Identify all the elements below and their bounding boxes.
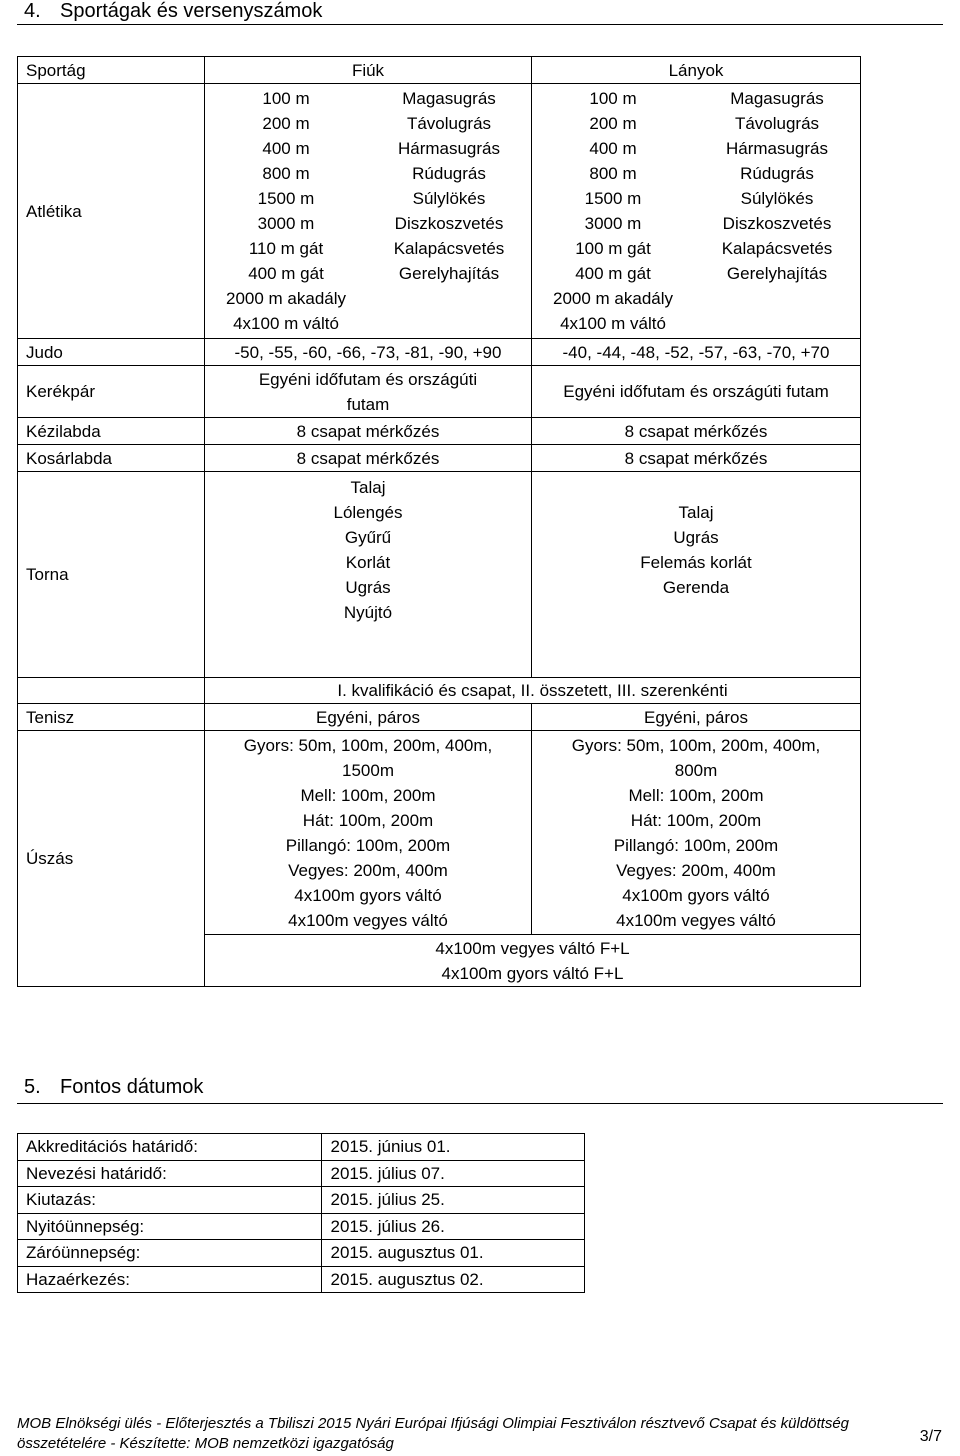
event-item: 800m	[674, 761, 718, 780]
event-item: Kalapácsvetés	[393, 239, 505, 258]
date-row	[18, 1134, 585, 1161]
basketball-boys: 8 csapat mérkőzés	[205, 445, 532, 472]
event-item: 100 m	[262, 89, 310, 108]
section-4-heading	[24, 0, 322, 23]
apparatus-item: Korlát	[345, 553, 391, 572]
event-item: Hármasugrás	[397, 139, 501, 158]
table-row-gymnastics-note	[18, 678, 861, 704]
event-item: Vegyes: 200m, 400m	[616, 861, 776, 880]
dates-table	[17, 1133, 585, 1293]
section-title: Fontos dátumok	[60, 1076, 204, 1098]
sport-name: Torna	[18, 472, 205, 678]
apparatus-item: Talaj	[678, 503, 714, 522]
date-value: 2015. július 25.	[322, 1187, 585, 1214]
date-label: Záróünnepség:	[18, 1240, 322, 1267]
event-item: 800 m	[589, 164, 637, 183]
sports-table	[17, 56, 861, 987]
date-label: Nevezési határidő:	[18, 1160, 322, 1187]
page-number: 3/7	[919, 1428, 942, 1445]
table-row-athletics	[18, 84, 861, 339]
event-item: 4x100m vegyes váltó	[616, 911, 776, 930]
event-item: 4x100m gyors váltó	[622, 886, 770, 905]
handball-girls: 8 csapat mérkőzés	[532, 418, 861, 445]
event-item: 400 m	[262, 139, 310, 158]
athletics-boys-running	[205, 86, 367, 336]
apparatus-item: Nyújtó	[343, 603, 393, 622]
date-label: Akkreditációs határidő:	[18, 1134, 322, 1161]
date-label: Nyitóünnepség:	[18, 1213, 322, 1240]
event-item: 4x100 m váltó	[560, 314, 666, 333]
swimming-mixed-list	[205, 936, 860, 986]
event-item: 400 m gát	[575, 264, 651, 283]
table-row-judo	[18, 339, 861, 366]
table-row-gymnastics	[18, 472, 861, 678]
event-item: Hát: 100m, 200m	[302, 811, 434, 830]
handball-boys: 8 csapat mérkőzés	[205, 418, 532, 445]
cycling-boys-line-1: Egyéni időfutam és országúti	[258, 369, 478, 389]
sport-name: Kosárlabda	[18, 445, 205, 472]
sport-name: Tenisz	[18, 704, 205, 731]
judo-boys: -50, -55, -60, -66, -73, -81, -90, +90	[205, 339, 532, 366]
event-item: Kalapácsvetés	[721, 239, 833, 258]
gymnastics-girls	[532, 472, 861, 678]
cycling-girls: Egyéni időfutam és országúti futam	[532, 366, 861, 418]
section-number: 4.	[24, 0, 41, 22]
swimming-boys-list	[205, 731, 531, 933]
event-item: Vegyes: 200m, 400m	[288, 861, 448, 880]
event-item: 2000 m akadály	[552, 289, 674, 308]
date-row	[18, 1240, 585, 1267]
header-boys: Fiúk	[205, 57, 532, 84]
event-item: 4x100 m váltó	[233, 314, 339, 333]
event-item: 800 m	[262, 164, 310, 183]
event-item: Diszkoszvetés	[394, 214, 504, 233]
tennis-boys: Egyéni, páros	[205, 704, 532, 731]
event-item: 1500m	[342, 761, 394, 780]
table-header-row	[18, 57, 861, 84]
event-item: 100 m gát	[575, 239, 651, 258]
table-row-cycling	[18, 366, 861, 418]
event-item: 4x100m vegyes váltó F+L	[435, 938, 630, 958]
table-row-basketball	[18, 445, 861, 472]
event-item: 2000 m akadály	[225, 289, 347, 308]
event-item: 200 m	[589, 114, 637, 133]
table-row-handball	[18, 418, 861, 445]
empty-cell	[18, 678, 205, 704]
date-value: 2015. július 26.	[322, 1213, 585, 1240]
event-item: Mell: 100m, 200m	[628, 786, 764, 805]
gymnastics-boys	[205, 472, 532, 678]
sport-name: Kerékpár	[18, 366, 205, 418]
event-item: Mell: 100m, 200m	[300, 786, 436, 805]
date-row	[18, 1213, 585, 1240]
event-item: 100 m	[589, 89, 637, 108]
date-label: Kiutazás:	[18, 1187, 322, 1214]
footer	[17, 1414, 849, 1454]
table-row-swimming	[18, 731, 861, 935]
event-item: Gyors: 50m, 100m, 200m, 400m,	[571, 736, 821, 755]
gymnastics-boys-list	[205, 472, 531, 625]
date-value: 2015. július 07.	[322, 1160, 585, 1187]
section-number: 5.	[24, 1076, 41, 1098]
event-item: 4x100m vegyes váltó	[288, 911, 448, 930]
date-row	[18, 1187, 585, 1214]
athletics-boys-field	[367, 86, 531, 336]
footer-line-2: összetételére - Készítette: MOB nemzetközi igazgatóság	[17, 1435, 394, 1452]
event-item: Magasugrás	[730, 89, 824, 108]
event-item: Rúdugrás	[740, 164, 814, 183]
event-item: Hármasugrás	[725, 139, 829, 158]
apparatus-item: Ugrás	[345, 578, 391, 597]
cycling-boys	[205, 366, 532, 418]
apparatus-item: Ugrás	[673, 528, 719, 547]
section-title: Sportágak és versenyszámok	[60, 0, 323, 22]
tennis-girls: Egyéni, páros	[532, 704, 861, 731]
cycling-boys-line-2: futam	[346, 394, 390, 414]
event-item: Pillangó: 100m, 200m	[613, 836, 779, 855]
header-sport: Sportág	[18, 57, 205, 84]
athletics-girls-field	[694, 86, 860, 336]
athletics-boys	[205, 84, 532, 339]
apparatus-item: Lólengés	[333, 503, 403, 522]
apparatus-item: Talaj	[350, 478, 386, 497]
event-item: Súlylökés	[740, 189, 814, 208]
gymnastics-girls-list	[532, 472, 860, 600]
event-item: Magasugrás	[402, 89, 496, 108]
section-rule	[17, 24, 943, 25]
date-label: Hazaérkezés:	[18, 1266, 322, 1293]
event-item: Gerelyhajítás	[398, 264, 500, 283]
event-item: Gyors: 50m, 100m, 200m, 400m,	[243, 736, 493, 755]
sport-name: Atlétika	[18, 84, 205, 339]
event-item: Rúdugrás	[412, 164, 486, 183]
event-item: Távolugrás	[406, 114, 492, 133]
date-value: 2015. augusztus 01.	[322, 1240, 585, 1267]
event-item: Pillangó: 100m, 200m	[285, 836, 451, 855]
judo-girls: -40, -44, -48, -52, -57, -63, -70, +70	[532, 339, 861, 366]
event-item: Hát: 100m, 200m	[630, 811, 762, 830]
event-item: 1500 m	[584, 189, 642, 208]
swimming-boys	[205, 731, 532, 935]
event-item: Távolugrás	[734, 114, 820, 133]
event-item: 110 m gát	[248, 239, 324, 258]
event-item: 3000 m	[584, 214, 642, 233]
event-item: 200 m	[262, 114, 310, 133]
event-item: Súlylökés	[412, 189, 486, 208]
footer-line-1: MOB Elnökségi ülés - Előterjesztés a Tbiliszi 2015 Nyári Európai Ifjúsági Olimpiai Fesztiválon résztvevő Csapat és küldöttség	[17, 1415, 850, 1432]
sport-name: Kézilabda	[18, 418, 205, 445]
date-value: 2015. augusztus 02.	[322, 1266, 585, 1293]
athletics-girls	[532, 84, 861, 339]
date-row	[18, 1160, 585, 1187]
athletics-girls-running	[532, 86, 694, 336]
swimming-girls-list	[532, 731, 860, 933]
apparatus-item: Gerenda	[662, 578, 730, 597]
event-item: 1500 m	[257, 189, 315, 208]
sport-name: Judo	[18, 339, 205, 366]
section-5-heading	[24, 1076, 203, 1099]
date-row	[18, 1266, 585, 1293]
event-item: 4x100m gyors váltó F+L	[441, 963, 624, 983]
header-girls: Lányok	[532, 57, 861, 84]
apparatus-item: Felemás korlát	[640, 553, 752, 572]
date-value: 2015. június 01.	[322, 1134, 585, 1161]
event-item: 400 m gát	[248, 264, 324, 283]
event-item: Gerelyhajítás	[726, 264, 828, 283]
event-item: 4x100m gyors váltó	[294, 886, 442, 905]
section-rule	[17, 1103, 943, 1104]
event-item: 400 m	[589, 139, 637, 158]
gymnastics-note: I. kvalifikáció és csapat, II. összetett, III. szerenkénti	[205, 678, 861, 704]
apparatus-item: Gyűrű	[344, 528, 392, 547]
swimming-mixed	[205, 935, 861, 987]
swimming-girls	[532, 731, 861, 935]
basketball-girls: 8 csapat mérkőzés	[532, 445, 861, 472]
sport-name: Úszás	[18, 731, 205, 987]
event-item: Diszkoszvetés	[722, 214, 832, 233]
table-row-tennis	[18, 704, 861, 731]
event-item: 3000 m	[257, 214, 315, 233]
